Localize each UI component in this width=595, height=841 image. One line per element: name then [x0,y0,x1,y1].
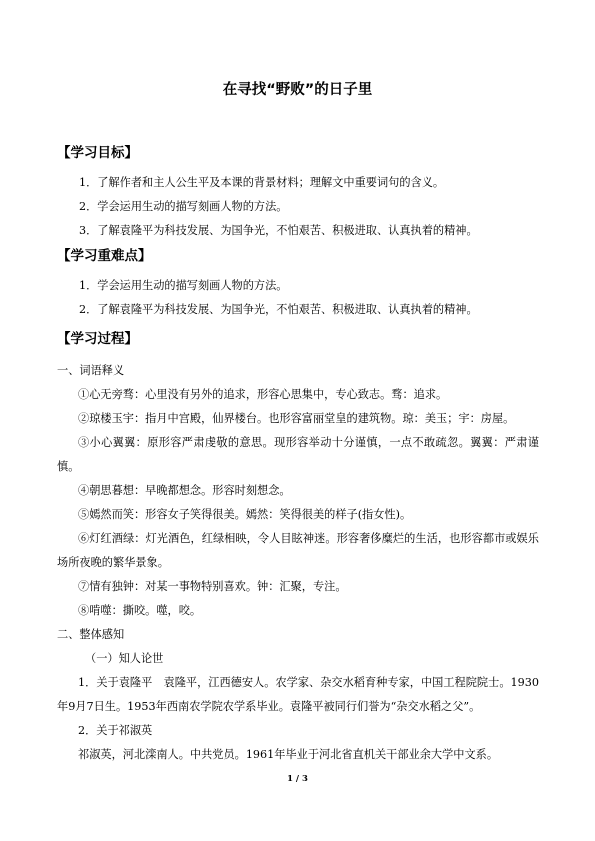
key-point-item: 1．学会运用生动的描写刻画人物的方法。 [79,279,288,292]
goal-item: 1．了解作者和主人公生平及本课的背景材料；理解文中重要词句的含义。 [79,176,445,189]
author-text-yuan: 袁隆平，江西德安人。农学家、杂交水稻育种专家，中国工程院院士。1930年9月7日生。1953年西南农学院农学系毕业。袁隆平被同行们誉为“杂交水稻之父”。 [57,676,539,713]
author-label-yuan: 1．关于袁隆平 [78,676,153,689]
section-heading-goals: 【学习目标】 [57,145,138,161]
page-number: 1 / 3 [287,774,308,784]
vocab-item: ④朝思暮想：早晚都想念。形容时刻想念。 [78,484,291,497]
page-title: 在寻找“野败”的日子里 [222,82,373,98]
goal-item: 2．学会运用生动的描写刻画人物的方法。 [79,200,288,213]
section-heading-process: 【学习过程】 [57,331,138,347]
author-paragraph-yuan [57,671,539,719]
vocab-item: ⑧啃噬：撕咬。噬，咬。 [78,604,202,617]
vocab-item: ①心无旁骛：心里没有另外的追求，形容心思集中，专心致志。骛：追求。 [78,388,448,401]
vocab-item: ⑤嫣然而笑：形容女子笑得很美。嫣然：笑得很美的样子(指女性)。 [78,508,412,521]
author-text-qi: 祁淑英，河北滦南人。中共党员。1961年毕业于河北省直机关干部业余大学中文系。 [78,748,499,761]
vocab-item: ⑦情有独钟：对某一事物特别喜欢。钟：汇聚，专注。 [78,580,347,593]
overview-heading: 二、整体感知 [57,628,125,641]
key-point-item: 2．了解袁隆平为科技发展、为国争光，不怕艰苦、积极进取、认真执着的精神。 [79,303,478,316]
section-heading-key-points: 【学习重难点】 [57,248,152,264]
goal-item: 3．了解袁隆平为科技发展、为国争光，不怕艰苦、积极进取、认真执着的精神。 [79,224,478,237]
author-label-qi: 2．关于祁淑英 [78,724,153,737]
overview-sub-heading: （一）知人论世 [85,652,164,665]
vocab-item: ⑥灯红酒绿：灯光酒色，红绿相映，令人目眩神迷。形容奢侈糜烂的生活，也形容都市或娱乐场所夜晚的繁华景象。 [57,532,539,569]
vocab-heading: 一、词语释义 [57,364,125,377]
vocab-item: ②琼楼玉宇：指月中宫殿，仙界楼台。也形容富丽堂皇的建筑物。琼：美玉；宇：房屋。 [78,412,515,425]
document-content [57,140,539,767]
vocab-item: ③小心翼翼：原形容严肃虔敬的意思。现形容举动十分谨慎，一点不敢疏忽。翼翼：严肃谨慎。 [57,436,539,473]
